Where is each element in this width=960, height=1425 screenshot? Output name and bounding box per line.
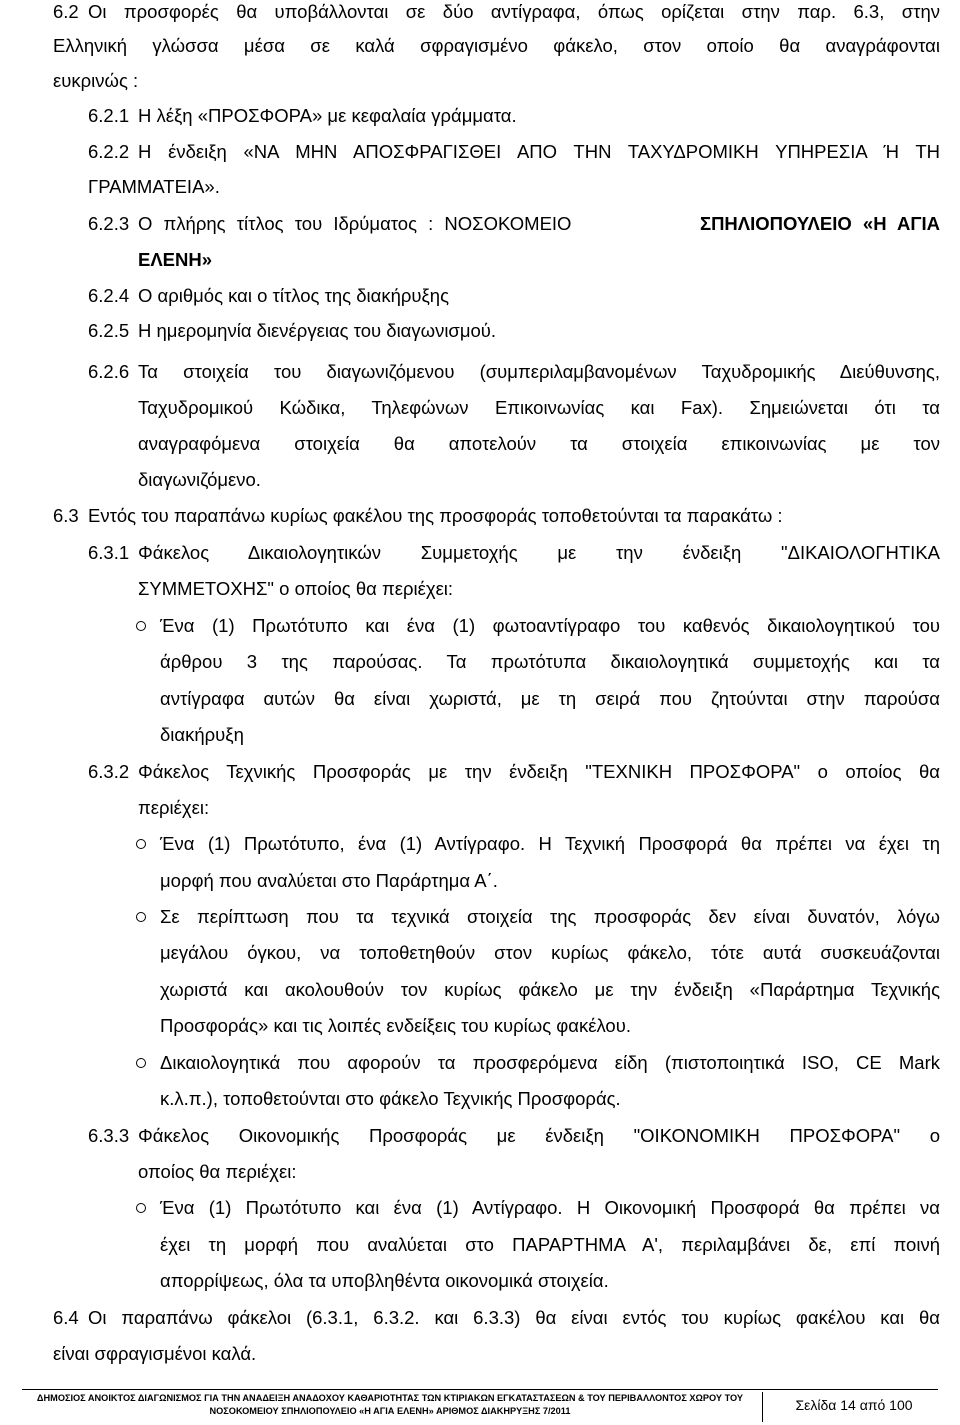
section-6-3-1-line-2: ΣΥΜΜΕΤΟΧΗΣ" ο οποίος θα περιέχει:	[138, 578, 454, 599]
page-number: Σελίδα 14 από 100	[795, 1397, 913, 1413]
section-6-2-line-2: Ελληνική γλώσσα μέσα σε καλά σφραγισμένο φάκελο, στον οποίο θα αναγράφονται	[53, 35, 940, 56]
section-6-3-2-bullet-1-line-2: μορφή που αναλύεται στο Παράρτημα Α΄.	[160, 870, 498, 891]
section-6-2-6-line-4: διαγωνιζόμενο.	[138, 469, 261, 490]
footer-divider	[22, 1389, 938, 1390]
section-6-3-text: Εντός του παραπάνω κυρίως φακέλου της προσφοράς τοποθετούνται τα παρακάτω :	[88, 505, 783, 526]
section-6-2-5-number: 6.2.5	[88, 320, 130, 341]
section-6-2-line-1: Οι προσφορές θα υποβάλλονται σε δύο αντίγραφα, όπως ορίζεται στην παρ. 6.3, στην	[88, 1, 940, 22]
section-6-3-1-bullet-1-line-2: άρθρου 3 της παρούσας. Τα πρωτότυπα δικαιολογητικά συμμετοχής και τα	[160, 651, 940, 672]
section-6-2-2-line-2: ΓΡΑΜΜΑΤΕΙΑ».	[88, 176, 220, 197]
section-6-3-3-line-1: Φάκελος Οικονομικής Προσφοράς με ένδειξη "ΟΙΚΟΝΟΜΙΚΗ ΠΡΟΣΦΟΡΑ" ο	[138, 1125, 940, 1146]
section-6-3-2-number: 6.3.2	[88, 761, 130, 782]
section-6-3-3-line-2: οποίος θα περιέχει:	[138, 1161, 297, 1182]
section-6-2-2-number: 6.2.2	[88, 141, 130, 162]
section-6-2-number: 6.2	[53, 1, 79, 22]
section-6-2-3-number: 6.2.3	[88, 213, 130, 234]
section-6-3-1-line-1: Φάκελος Δικαιολογητικών Συμμετοχής με την ένδειξη "ΔΙΚΑΙΟΛΟΓΗΤΙΚΑ	[138, 542, 940, 563]
section-6-3-2-bullet-2-line-3: χωριστά και ακολουθούν τον κυρίως φάκελο με την ένδειξη «Παράρτημα Τεχνικής	[160, 979, 940, 1000]
section-6-3-3-bullet-1-line-2: έχει τη μορφή που αναλύεται στο ΠΑΡΑΡΤΗΜΑ Α', περιλαμβάνει δε, επί ποινή	[160, 1234, 940, 1255]
section-6-2-2-line-1: Η ένδειξη «ΝΑ ΜΗΝ ΑΠΟΣΦΡΑΓΙΣΘΕΙ ΑΠΟ ΤΗΝ ΤΑΧΥΔΡΟΜΙΚΗ ΥΠΗΡΕΣΙΑ Ή ΤΗ	[138, 141, 940, 162]
bullet-icon	[136, 839, 146, 849]
section-6-4-line-2: είναι σφραγισμένοι καλά.	[53, 1343, 257, 1364]
section-6-2-3-line-1	[138, 212, 940, 236]
section-6-3-2-bullet-2-line-2: μεγάλου όγκου, να τοποθετηθούν στον κυρίως φάκελο, τότε αυτά συσκευάζονται	[160, 942, 940, 963]
section-6-3-1-bullet-1-line-3: αντίγραφα αυτών θα είναι χωριστά, με τη σειρά που ζητούνται στην παρούσα	[160, 688, 940, 709]
section-6-2-3-title-plain: Ο πλήρης τίτλος του Ιδρύματος : ΝΟΣΟΚΟΜΕΙΟ	[138, 213, 572, 234]
section-6-3-2-bullet-2-line-4: Προσφοράς» και τις λοιπές ενδείξεις του κυρίως φακέλου.	[160, 1015, 631, 1036]
section-6-3-1-number: 6.3.1	[88, 542, 130, 563]
section-6-4-line-1: Οι παραπάνω φάκελοι (6.3.1, 6.3.2. και 6.3.3) θα είναι εντός του κυρίως φακέλου και θα	[88, 1307, 940, 1328]
section-6-3-1-bullet-1-line-1: Ένα (1) Πρωτότυπο και ένα (1) φωτοαντίγραφο του καθενός δικαιολογητικού του	[160, 615, 940, 636]
section-6-2-6-line-3: αναγραφόμενα στοιχεία θα αποτελούν τα στοιχεία επικοινωνίας με τον	[138, 433, 940, 454]
section-6-3-1-bullet-1-line-4: διακήρυξη	[160, 724, 244, 745]
section-6-2-3-line-2: ΕΛΕΝΗ»	[138, 249, 213, 270]
bullet-icon	[136, 1203, 146, 1213]
section-6-3-2-bullet-2-line-1: Σε περίπτωση που τα τεχνικά στοιχεία της προσφοράς δεν είναι δυνατόν, λόγω	[160, 906, 940, 927]
section-6-3-number: 6.3	[53, 505, 79, 526]
footer-separator	[762, 1392, 763, 1422]
footer-tender-title-line-1: ΔΗΜΟΣΙΟΣ ΑΝΟΙΚΤΟΣ ΔΙΑΓΩΝΙΣΜΟΣ ΓΙΑ ΤΗΝ ΑΝΑΔΕΙΞΗ ΑΝΑΔΟΧΟΥ ΚΑΘΑΡΙΟΤΗΤΑΣ ΤΩΝ ΚΤΙΡΙΑΚΩΝ ΕΓΚΑΤΑΣΤΑΣΕΩΝ & ΤΟΥ ΠΕΡΙΒΑΛΛΟΝΤΟΣ ΧΩΡΟΥ ΤΟΥ	[36, 1393, 744, 1403]
section-6-2-6-line-2: Ταχυδρομικού Κώδικα, Τηλεφώνων Επικοινωνίας και Fax). Σημειώνεται ότι τα	[138, 397, 940, 418]
section-6-3-3-number: 6.3.3	[88, 1125, 130, 1146]
section-6-3-2-line-2: περιέχει:	[138, 797, 210, 818]
bullet-icon	[136, 1058, 146, 1068]
section-6-2-1-number: 6.2.1	[88, 105, 130, 126]
section-6-2-4-number: 6.2.4	[88, 285, 130, 306]
section-6-2-3-title-bold: ΣΠΗΛΙΟΠΟΥΛΕΙΟ «Η ΑΓΙΑ	[699, 213, 940, 234]
bullet-icon	[136, 912, 146, 922]
section-6-4-number: 6.4	[53, 1307, 79, 1328]
section-6-2-1-text: Η λέξη «ΠΡΟΣΦΟΡΑ» με κεφαλαία γράμματα.	[138, 105, 517, 126]
section-6-3-3-bullet-1-line-1: Ένα (1) Πρωτότυπο και ένα (1) Αντίγραφο. Η Οικονομική Προσφορά θα πρέπει να	[160, 1197, 940, 1218]
section-6-3-2-bullet-3-line-1: Δικαιολογητικά που αφορούν τα προσφερόμενα είδη (πιστοποιητικά ISO, CE Mark	[160, 1052, 940, 1073]
section-6-3-2-line-1: Φάκελος Τεχνικής Προσφοράς με την ένδειξη "ΤΕΧΝΙΚΗ ΠΡΟΣΦΟΡΑ" ο οποίος θα	[138, 761, 940, 782]
section-6-3-2-bullet-3-line-2: κ.λ.π.), τοποθετούνται στο φάκελο Τεχνικής Προσφοράς.	[160, 1088, 621, 1109]
section-6-2-4-text: Ο αριθμός και ο τίτλος της διακήρυξης	[138, 285, 450, 306]
section-6-2-5-text: Η ημερομηνία διενέργειας του διαγωνισμού.	[138, 320, 497, 341]
section-6-2-6-line-1: Τα στοιχεία του διαγωνιζόμενου (συμπεριλαμβανομένων Ταχυδρομικής Διεύθυνσης,	[138, 361, 940, 382]
section-6-3-2-bullet-1-line-1: Ένα (1) Πρωτότυπο, ένα (1) Αντίγραφο. Η Τεχνική Προσφορά θα πρέπει να έχει τη	[160, 833, 940, 854]
section-6-2-6-number: 6.2.6	[88, 361, 130, 382]
section-6-2-line-3: ευκρινώς :	[53, 70, 139, 91]
section-6-3-3-bullet-1-line-3: απορρίψεως, όλα τα υποβληθέντα οικονομικά στοιχεία.	[160, 1270, 609, 1291]
bullet-icon	[136, 621, 146, 631]
footer-tender-title-line-2: ΝΟΣΟΚΟΜΕΙΟΥ ΣΠΗΛΙΟΠΟΥΛΕΙΟ «Η ΑΓΙΑ ΕΛΕΝΗ» ΑΡΙΘΜΟΣ ΔΙΑΚΗΡΥΞΗΣ 7/2011	[209, 1406, 571, 1416]
